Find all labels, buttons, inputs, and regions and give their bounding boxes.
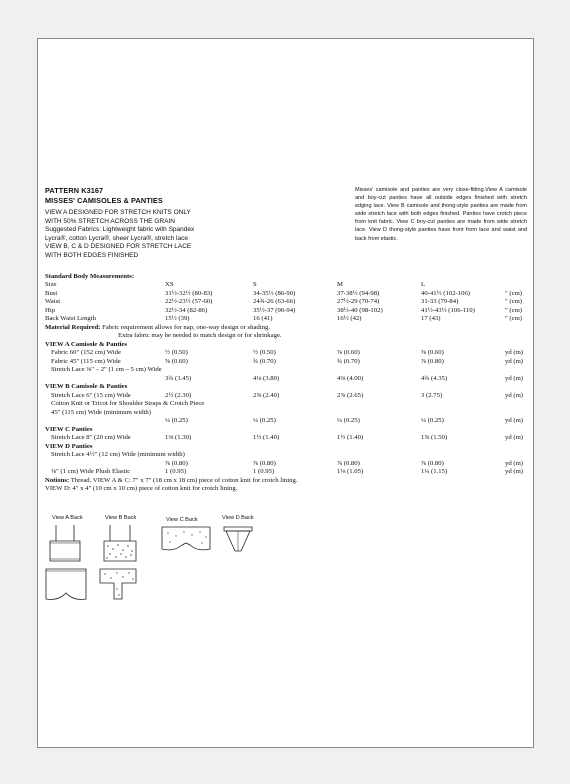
measurement-row <box>45 409 529 418</box>
size-value: 2½ (2.30) <box>165 391 192 399</box>
size-value: 3¾ (3.45) <box>165 374 192 382</box>
row-label: Stretch Lace 6" (15 cm) Wide <box>51 391 131 399</box>
measurement-row <box>45 315 529 324</box>
size-value: 1½ (1.40) <box>253 434 280 441</box>
notions-label: Notions: <box>45 476 70 484</box>
notions-text: Thread. VIEW A & C: 7" x 7" (18 cm x 18 cm) piece of cotton knit for crotch lining. <box>70 476 298 484</box>
view-d-panties-back-diagram <box>220 523 256 557</box>
size-value: ¼ (0.25) <box>337 417 360 424</box>
row-label: Bust <box>45 289 58 297</box>
view-b-back-label: View B Back <box>105 515 137 521</box>
size-value: ⅞ (0.80) <box>421 357 444 365</box>
size-value: 2⅞ (2.65) <box>337 391 364 399</box>
size-value: 31½-32½ (80-83) <box>165 289 213 297</box>
size-value: 3 (2.75) <box>421 391 443 399</box>
pattern-title: MISSES' CAMISOLES & PANTIES <box>45 196 163 205</box>
measurement-row <box>45 375 529 384</box>
size-value: ⅝ (0.60) <box>165 357 188 365</box>
size-value: 1½ (1.40) <box>337 434 364 441</box>
row-label: Fabric 60" (152 cm) Wide <box>51 349 121 356</box>
row-label: ⅜" (1 cm) Wide Plush Elastic <box>51 468 131 475</box>
measurement-row <box>45 307 529 316</box>
unit-cell: " (cm) <box>505 289 523 297</box>
unit-cell: yd (m) <box>505 417 524 424</box>
size-value: ¾ (0.70) <box>337 357 360 365</box>
notions-text: VIEW D: 4" x 4" (10 cm x 10 cm) piece of cotton knit for crotch lining. <box>45 485 238 492</box>
row-label: Fabric 45" (115 cm) Wide <box>51 357 121 365</box>
size-value: ⅝ (0.60) <box>421 349 444 356</box>
size-value: ⅞ (0.80) <box>253 459 276 467</box>
measurement-row <box>45 281 529 290</box>
back-view-diagrams <box>38 515 535 615</box>
unit-cell: " (cm) <box>505 298 523 305</box>
size-value: ¼ (0.25) <box>421 417 444 424</box>
row-label: Waist <box>45 298 61 305</box>
view-b-rows <box>45 392 529 426</box>
unit-cell: yd (m) <box>505 391 524 399</box>
view-c-rows <box>45 434 529 443</box>
size-value: M <box>337 281 343 288</box>
measurement-row <box>45 417 529 426</box>
view-b-panties-back-diagram <box>96 565 148 605</box>
view-d-rows <box>45 451 529 477</box>
row-label: Back Waist Length <box>45 315 96 322</box>
notions-line <box>45 485 529 494</box>
material-note: Extra fabric may be needed to match design or for shrinkage. <box>118 332 282 339</box>
size-value: 17 (43) <box>421 315 441 322</box>
material-label: Material Required: <box>45 323 101 331</box>
fabric-line: Lycra®, cotton Lycra®, sheer Lycra®, stretch lace <box>45 234 188 242</box>
measurement-row <box>45 468 529 477</box>
size-value: XS <box>165 281 174 288</box>
view-a-back-label: View A Back <box>52 515 83 521</box>
size-value: 4⅛ (3.80) <box>253 374 280 382</box>
material-note-line <box>45 332 529 341</box>
size-value: 24¾-26 (63-66) <box>253 298 296 305</box>
size-value: L <box>421 281 426 288</box>
view-a-heading: VIEW A Camisole & Panties <box>45 340 127 348</box>
size-value: 1 (0.95) <box>253 468 275 475</box>
body-measurements <box>45 281 529 324</box>
view-b-heading: VIEW B Camisole & Panties <box>45 383 128 390</box>
measurement-row <box>45 400 529 409</box>
view-c-back-label: View C Back <box>166 517 198 523</box>
size-value: ¼ (0.25) <box>253 417 276 424</box>
size-value: 1⅛ (1.05) <box>337 468 364 475</box>
measurement-row <box>45 349 529 358</box>
measurement-row <box>45 358 529 367</box>
size-value: 1⅝ (1.50) <box>421 434 448 441</box>
size-value: 22½-23½ (57-60) <box>165 298 213 305</box>
size-value: ½ (0.50) <box>253 349 276 356</box>
row-label: Stretch Lace ⅜" – 2" (1 cm – 5 cm) Wide <box>51 366 162 373</box>
unit-cell: " (cm) <box>505 306 523 314</box>
unit-cell: yd (m) <box>505 357 524 365</box>
fabric-description <box>45 209 277 261</box>
size-value: S <box>253 281 257 288</box>
unit-cell: yd (m) <box>505 374 524 382</box>
fabric-line: VIEW B, C & D DESIGNED FOR STRETCH LACE <box>45 243 192 251</box>
measurements-chart <box>45 273 529 494</box>
size-value: ⅞ (0.80) <box>337 459 360 467</box>
size-value: 15½ (39) <box>165 315 190 322</box>
unit-cell: yd (m) <box>505 434 524 441</box>
garment-description: Misses' camisole and panties are very close-fitting.View A camisole and boy-cut panties have all outside edges finished with stretch edging lace. View B camisole and thong-style panties are made from wide stretch lace with both edges finished. Panties have crotch piece from knit fabric. View C boy-cut panties are made from wide stretch lace. View D thong-style panties have front from lace and waist and back from elastic. <box>355 187 527 242</box>
material-required-line <box>45 324 529 333</box>
size-value: 4¾ (4.35) <box>421 374 448 382</box>
size-value: 2⅝ (2.40) <box>253 391 280 399</box>
size-value: 40-41½ (102-106) <box>421 289 471 297</box>
size-value: 16 (41) <box>253 315 273 322</box>
measurement-row <box>45 460 529 469</box>
view-c-heading: VIEW C Panties <box>45 425 93 433</box>
fabric-line: VIEW A DESIGNED FOR STRETCH KNITS ONLY <box>45 209 191 216</box>
row-label: Hip <box>45 306 56 314</box>
fabric-line: WITH BOTH EDGES FINISHED <box>45 251 139 259</box>
measurement-row <box>45 434 529 443</box>
size-value: 1⅜ (1.30) <box>165 434 192 441</box>
view-a-panties-back-diagram <box>42 565 94 605</box>
size-value: 27½-29 (70-74) <box>337 298 380 305</box>
row-label: Cotton Knit or Tricot for Shoulder Straps & Crotch Piece <box>51 400 205 407</box>
size-value: 4⅜ (4.00) <box>337 374 364 382</box>
size-value: ⅝ (0.60) <box>337 349 360 356</box>
view-c-panties-back-diagram <box>158 525 216 555</box>
fabric-line: Suggested Fabrics: Lightweight fabric with Spandex <box>45 226 195 234</box>
measurements-heading: Standard Body Measurements: <box>45 273 135 280</box>
size-value: 32½-34 (82-86) <box>165 306 208 314</box>
measurement-row <box>45 366 529 375</box>
measurement-row <box>45 298 529 307</box>
size-value: 37-38½ (94-98) <box>337 289 380 297</box>
material-note: Fabric requirement allows for nap, one-way design or shading. <box>102 323 270 331</box>
size-value: 35½-37 (90-94) <box>253 306 296 314</box>
size-value: 34-35½ (86-90) <box>253 289 296 297</box>
row-label: Stretch Lace 8" (20 cm) Wide <box>51 434 131 441</box>
size-value: ⅞ (0.80) <box>165 459 188 467</box>
size-value: ¾ (0.70) <box>253 357 276 365</box>
unit-cell: yd (m) <box>505 349 524 356</box>
size-value: ¼ (0.25) <box>165 417 188 424</box>
pattern-sheet <box>37 38 534 748</box>
size-value: 1¼ (1.15) <box>421 468 448 475</box>
unit-cell: " (cm) <box>505 315 523 322</box>
view-a-rows <box>45 349 529 383</box>
pattern-number: PATTERN K3167 <box>45 186 104 195</box>
size-value: 38½-40 (98-102) <box>337 306 383 314</box>
measurement-row <box>45 451 529 460</box>
size-value: 1 (0.95) <box>165 468 187 475</box>
size-value: 16½ (42) <box>337 315 362 322</box>
row-label: Stretch Lace 4½" (12 cm) Wide (minimum width) <box>51 451 185 458</box>
size-value: ½ (0.50) <box>165 349 188 356</box>
measurement-row <box>45 392 529 401</box>
measurement-row <box>45 290 529 299</box>
view-a-camisole-back-diagram <box>42 523 94 565</box>
row-label: Size <box>45 281 57 288</box>
unit-cell: yd (m) <box>505 459 524 467</box>
fabric-line: WITH 50% STRETCH ACROSS THE GRAIN <box>45 217 175 225</box>
size-value: 41½-43½ (106-110) <box>421 306 475 314</box>
view-b-camisole-back-diagram <box>96 523 148 565</box>
row-label: 45" (115 cm) Wide (minimum width) <box>51 408 151 416</box>
notions-line <box>45 477 529 486</box>
view-d-heading: VIEW D Panties <box>45 442 93 450</box>
unit-cell: yd (m) <box>505 468 524 475</box>
size-value: 31-33 (79-84) <box>421 298 459 305</box>
size-value: ⅞ (0.80) <box>421 459 444 467</box>
view-d-back-label: View D Back <box>222 515 254 521</box>
